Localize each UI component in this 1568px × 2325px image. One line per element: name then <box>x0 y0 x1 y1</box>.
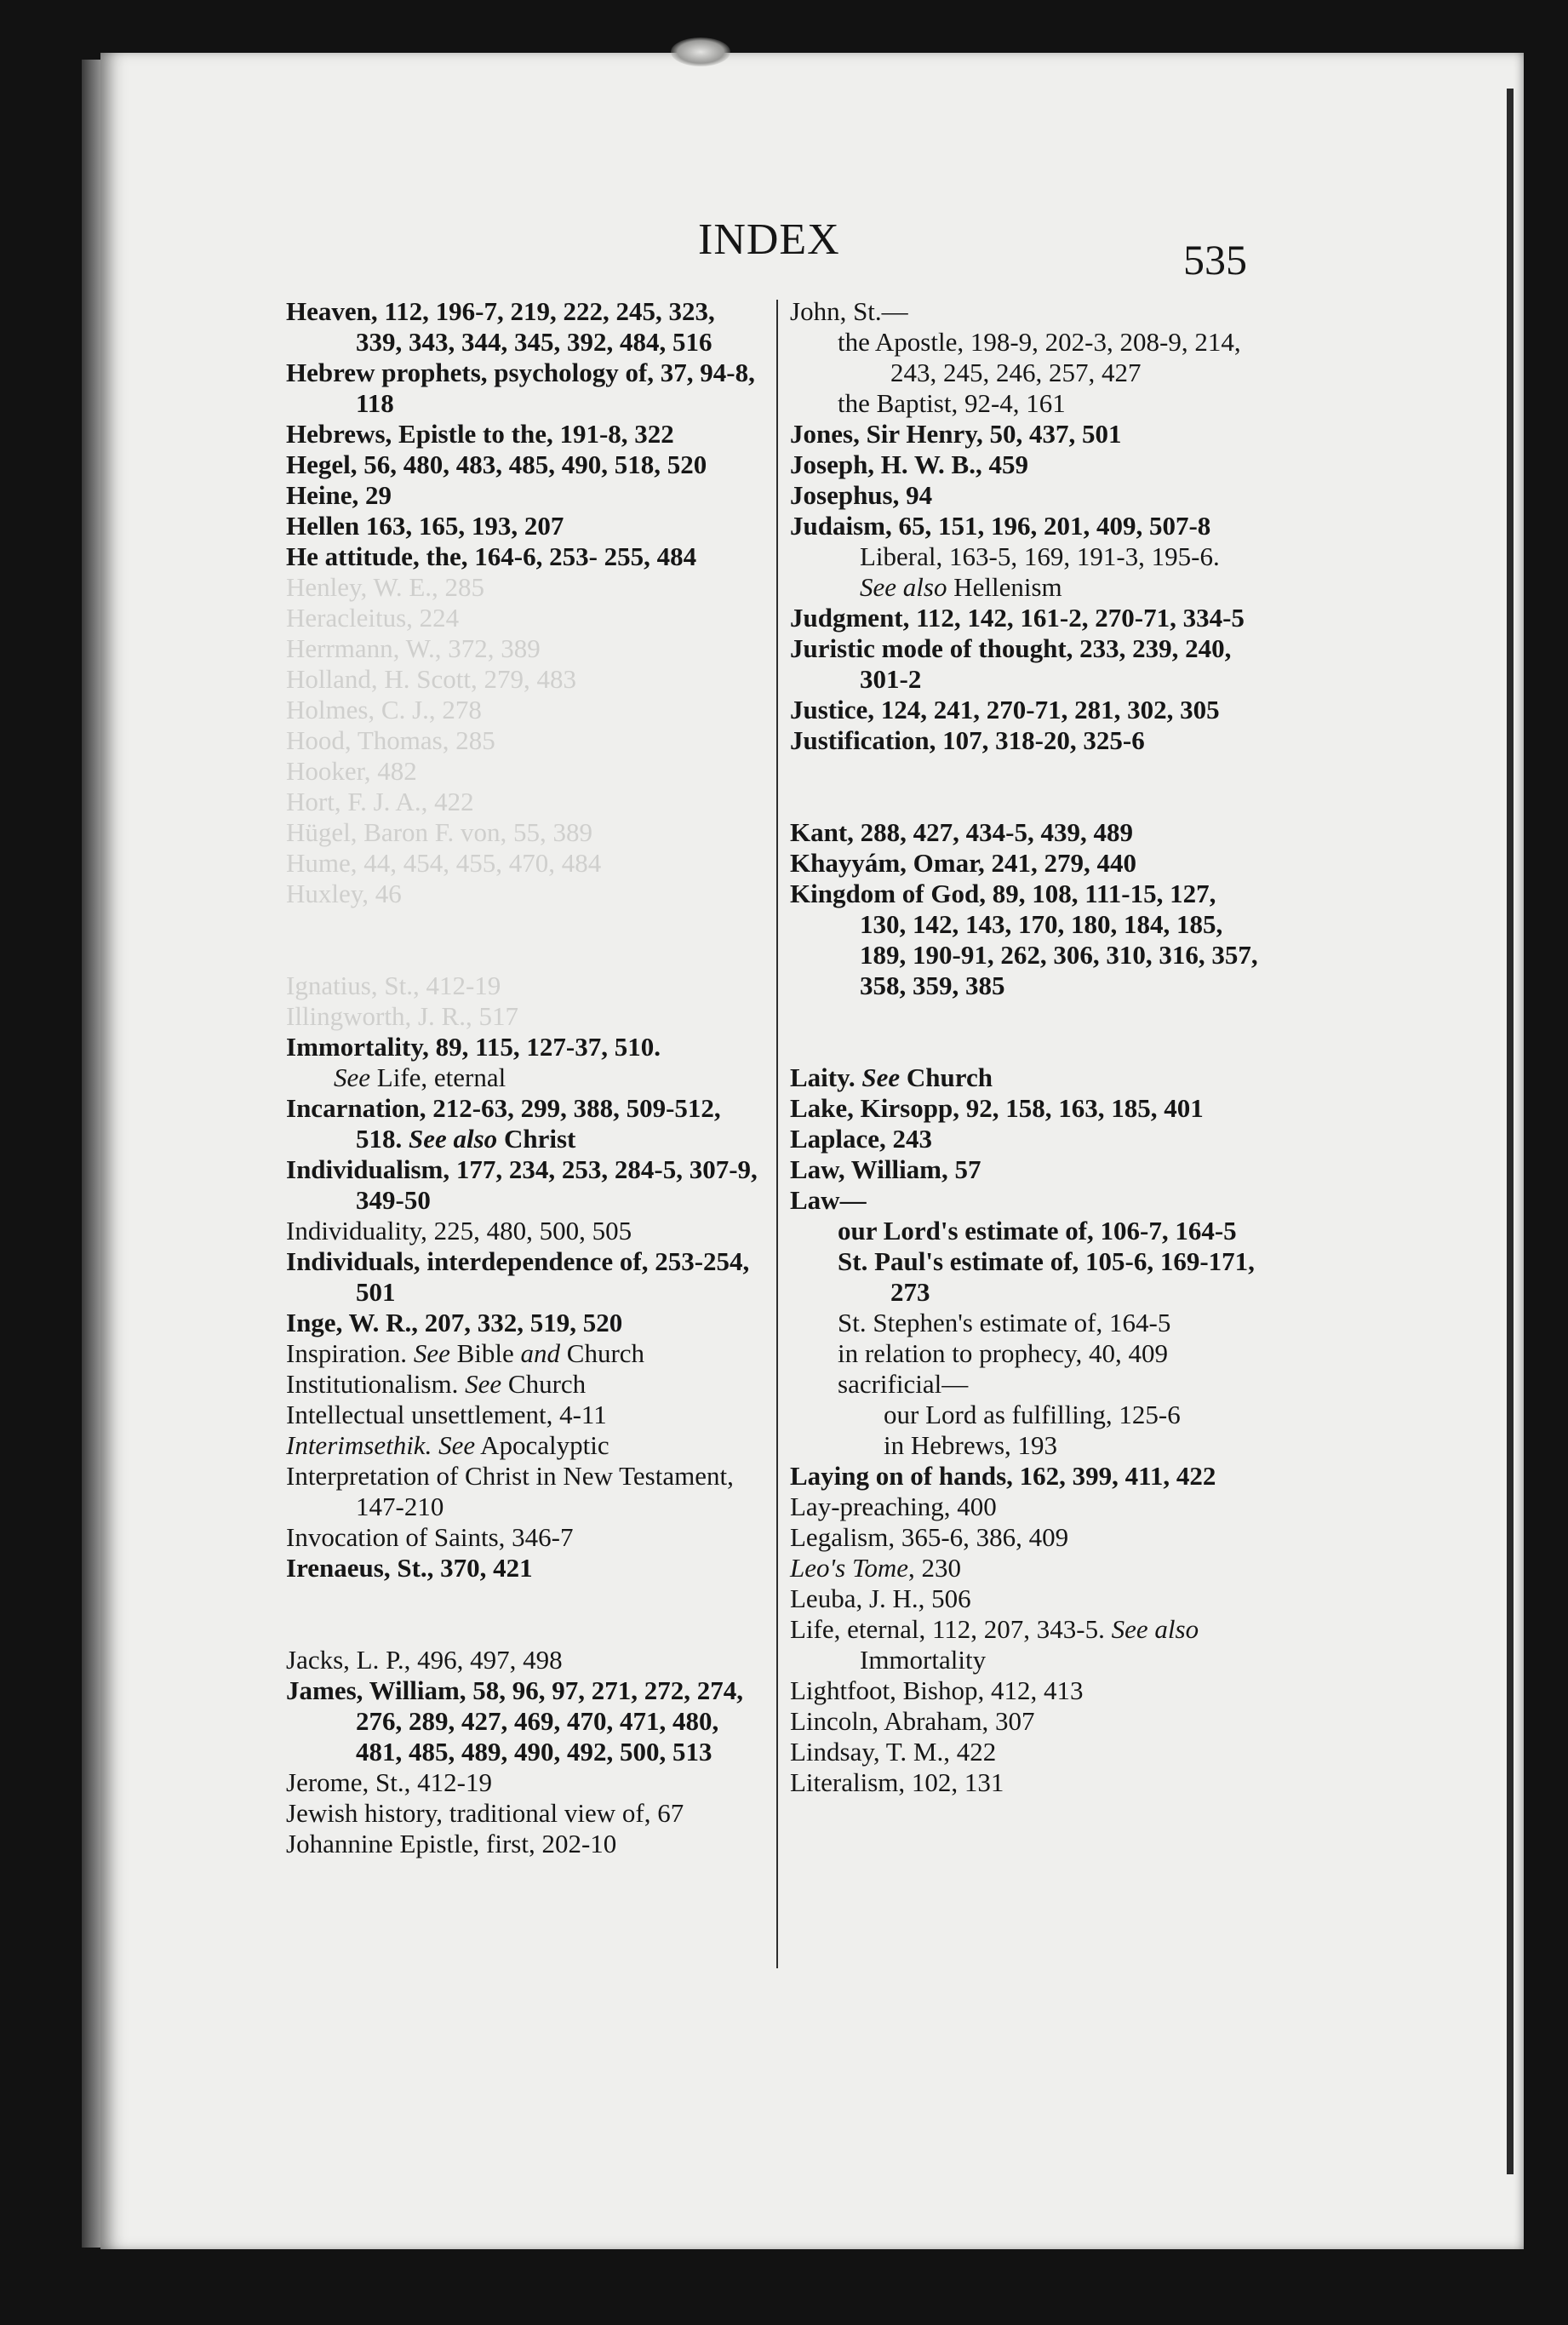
index-entry: Lightfoot, Bishop, 412, 413 <box>790 1675 1084 1705</box>
index-entry: John, St.— <box>790 296 908 326</box>
index-entry: Individualism, 177, 234, 253, 284-5, 307-9, 349-50 <box>286 1154 758 1215</box>
index-entry: in relation to prophecy, 40, 409 <box>838 1338 1168 1368</box>
index-entry: Legalism, 365-6, 386, 409 <box>790 1522 1069 1552</box>
index-entry: Judaism, 65, 151, 196, 201, 409, 507-8 <box>790 511 1211 541</box>
index-column-left <box>286 296 764 1859</box>
index-entry: Invocation of Saints, 346-7 <box>286 1522 574 1552</box>
index-entry: St. Stephen's estimate of, 164-5 <box>838 1308 1171 1337</box>
index-entry: the Baptist, 92-4, 161 <box>838 388 1066 418</box>
index-entry: Hort, F. J. A., 422 <box>286 787 474 816</box>
page-number: 535 <box>1183 236 1247 283</box>
index-entry: Jacks, L. P., 496, 497, 498 <box>286 1645 563 1675</box>
index-entry: Immortality, 89, 115, 127-37, 510. <box>286 1032 661 1062</box>
index-column-right <box>790 296 1267 1798</box>
index-entry: Irenaeus, St., 370, 421 <box>286 1553 533 1583</box>
index-section-gap <box>286 909 764 971</box>
index-entry: Justification, 107, 318-20, 325-6 <box>790 725 1145 755</box>
index-entry: Law, William, 57 <box>790 1154 981 1184</box>
index-entry: Josephus, 94 <box>790 480 933 510</box>
index-entry: in Hebrews, 193 <box>884 1430 1058 1460</box>
index-entry: Law— <box>790 1185 867 1215</box>
index-entry: Life, eternal, 112, 207, 343-5. See also Immortality <box>790 1614 1199 1675</box>
index-entry: Joseph, H. W. B., 459 <box>790 450 1028 479</box>
index-entry: Huxley, 46 <box>286 879 402 908</box>
index-entry: Jones, Sir Henry, 50, 437, 501 <box>790 419 1122 449</box>
index-entry: Hellen 163, 165, 193, 207 <box>286 511 564 541</box>
index-entry: Heaven, 112, 196-7, 219, 222, 245, 323, 339, 343, 344, 345, 392, 484, 516 <box>286 296 715 357</box>
index-entry: Justice, 124, 241, 270-71, 281, 302, 305 <box>790 695 1220 724</box>
index-entry: Juristic mode of thought, 233, 239, 240, 301-2 <box>790 633 1232 694</box>
index-entry: Heracleitus, 224 <box>286 603 460 633</box>
index-entry: Jerome, St., 412-19 <box>286 1767 492 1797</box>
index-entry: Lay-preaching, 400 <box>790 1492 997 1521</box>
index-entry: Kant, 288, 427, 434-5, 439, 489 <box>790 817 1133 847</box>
index-entry: Johannine Epistle, first, 202-10 <box>286 1829 617 1858</box>
index-entry: See Life, eternal <box>334 1062 506 1092</box>
index-entry: Hügel, Baron F. von, 55, 389 <box>286 817 593 847</box>
index-entry: Inge, W. R., 207, 332, 519, 520 <box>286 1308 623 1337</box>
index-entry: our Lord as fulfilling, 125-6 <box>884 1400 1181 1429</box>
index-entry: Hood, Thomas, 285 <box>286 725 495 755</box>
index-entry: See also Hellenism <box>860 572 1062 602</box>
index-entry: James, William, 58, 96, 97, 271, 272, 274, 276, 289, 427, 469, 470, 471, 480, 481, 485, 489, 490, 492, 500, 513 <box>286 1675 744 1767</box>
index-entry: Lindsay, T. M., 422 <box>790 1737 997 1767</box>
index-entry: Ignatius, St., 412-19 <box>286 971 501 1000</box>
index-entry: Interpretation of Christ in New Testament, 147-210 <box>286 1461 734 1521</box>
column-divider <box>776 300 778 1968</box>
index-entry: Holland, H. Scott, 279, 483 <box>286 664 576 694</box>
binding-mark <box>671 37 730 66</box>
index-entry: Illingworth, J. R., 517 <box>286 1001 518 1031</box>
index-entry: Literalism, 102, 131 <box>790 1767 1004 1797</box>
index-entry: Lincoln, Abraham, 307 <box>790 1706 1035 1736</box>
index-entry: Henley, W. E., 285 <box>286 572 485 602</box>
index-section-gap <box>790 756 1267 817</box>
index-entry: Liberal, 163-5, 169, 191-3, 195-6. <box>860 541 1220 571</box>
index-entry: Laplace, 243 <box>790 1124 933 1154</box>
index-entry: Kingdom of God, 89, 108, 111-15, 127, 130, 142, 143, 170, 180, 184, 185, 189, 190-91, 262, 306, 310, 316, 357, 358, 359, 385 <box>790 879 1258 1000</box>
index-entry: the Apostle, 198-9, 202-3, 208-9, 214, 243, 245, 246, 257, 427 <box>838 327 1241 387</box>
index-entry: Hooker, 482 <box>286 756 417 786</box>
index-entry: Individuality, 225, 480, 500, 505 <box>286 1216 632 1246</box>
index-entry: Laying on of hands, 162, 399, 411, 422 <box>790 1461 1216 1491</box>
index-entry: He attitude, the, 164-6, 253- 255, 484 <box>286 541 697 571</box>
index-entry: Institutionalism. See Church <box>286 1369 587 1399</box>
index-entry: Lake, Kirsopp, 92, 158, 163, 185, 401 <box>790 1093 1204 1123</box>
index-entry: Inspiration. See Bible and Church <box>286 1338 645 1368</box>
index-entry: Laity. See Church <box>790 1062 993 1092</box>
index-entry: Interimsethik. See Apocalyptic <box>286 1430 609 1460</box>
index-entry: Hebrew prophets, psychology of, 37, 94-8, 118 <box>286 358 755 418</box>
index-entry: Individuals, interdependence of, 253-254, 501 <box>286 1246 750 1307</box>
index-entry: Heine, 29 <box>286 480 392 510</box>
index-entry: Hegel, 56, 480, 483, 485, 490, 518, 520 <box>286 450 707 479</box>
index-entry: Holmes, C. J., 278 <box>286 695 482 724</box>
index-entry: Herrmann, W., 372, 389 <box>286 633 541 663</box>
index-entry: Judgment, 112, 142, 161-2, 270-71, 334-5 <box>790 603 1245 633</box>
index-entry: Incarnation, 212-63, 299, 388, 509-512, 518. See also Christ <box>286 1093 721 1154</box>
index-section-gap <box>790 1001 1267 1062</box>
index-entry: our Lord's estimate of, 106-7, 164-5 <box>838 1216 1237 1246</box>
index-entry: Jewish history, traditional view of, 67 <box>286 1798 684 1828</box>
page-title: INDEX <box>698 215 840 264</box>
index-entry: Leo's Tome, 230 <box>790 1553 961 1583</box>
index-entry: St. Paul's estimate of, 105-6, 169-171, 273 <box>838 1246 1255 1307</box>
index-entry: Intellectual unsettlement, 4-11 <box>286 1400 607 1429</box>
index-entry: sacrificial— <box>838 1369 969 1399</box>
index-entry: Khayyám, Omar, 241, 279, 440 <box>790 848 1137 878</box>
index-entry: Leuba, J. H., 506 <box>790 1583 971 1613</box>
index-entry: Hebrews, Epistle to the, 191-8, 322 <box>286 419 674 449</box>
index-section-gap <box>286 1583 764 1645</box>
page-fold-shadow <box>1507 89 1514 2174</box>
index-entry: Hume, 44, 454, 455, 470, 484 <box>286 848 602 878</box>
